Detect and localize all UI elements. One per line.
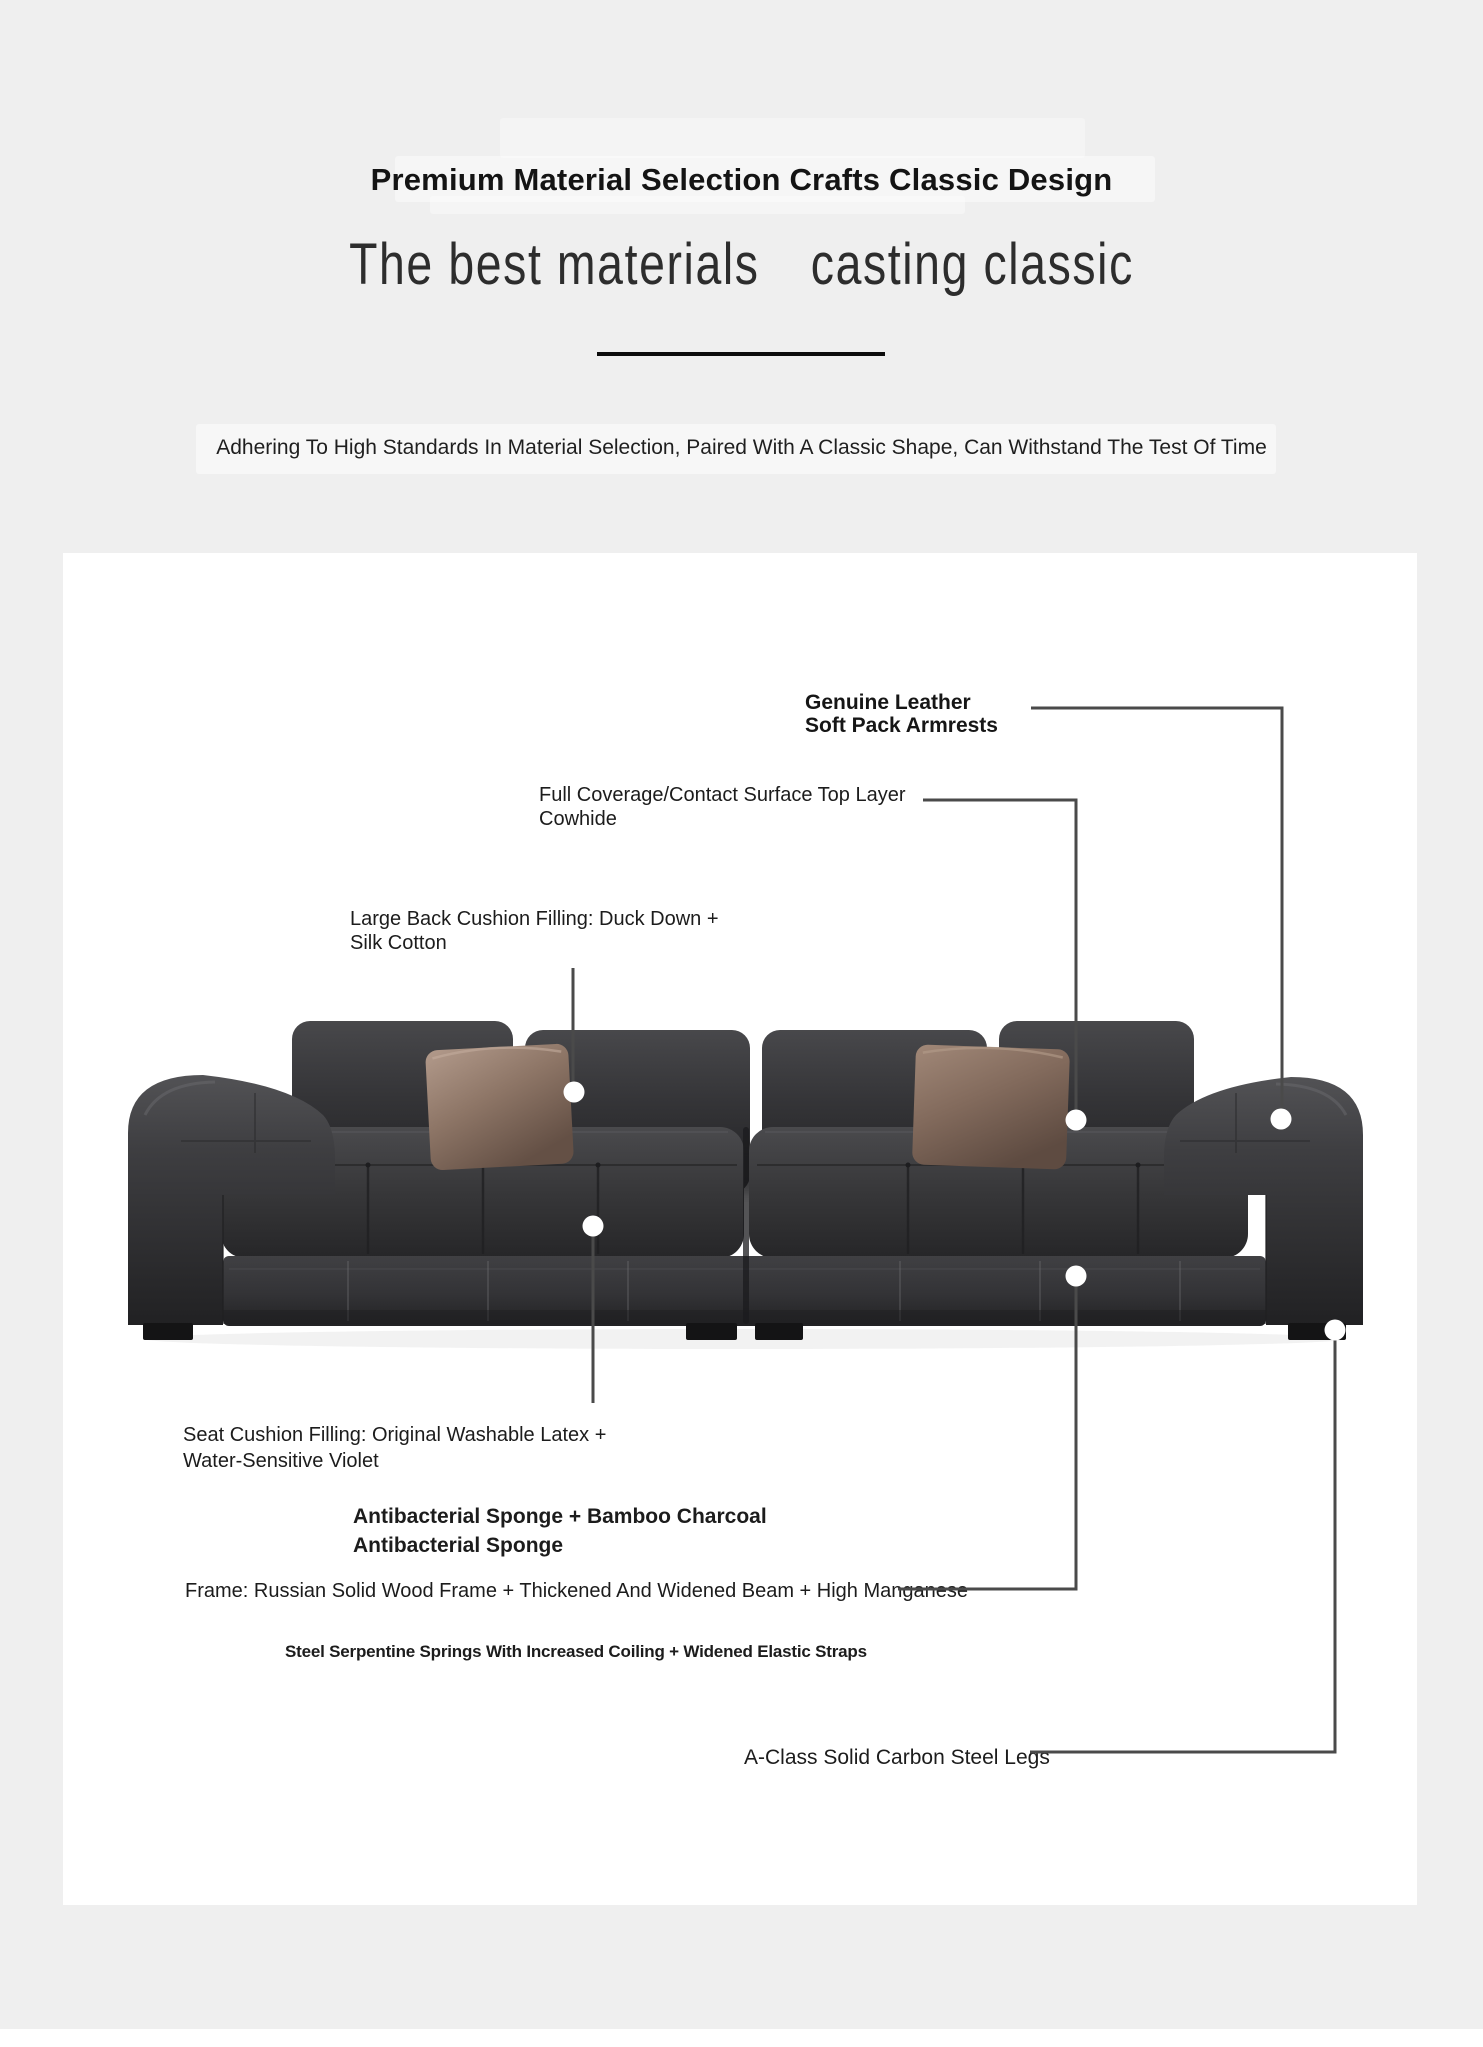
callout-label-line: Genuine Leather	[805, 691, 971, 714]
sofa-annotation-graphic	[63, 553, 1417, 1905]
page-title: Premium Material Selection Crafts Classic Design	[370, 162, 1113, 197]
back-cushion-3	[762, 1030, 987, 1193]
sofa-leg	[755, 1323, 803, 1340]
throw-pillow-1	[425, 1043, 574, 1170]
callout-dot-legs	[1325, 1320, 1346, 1341]
throw-pillow-2	[912, 1044, 1070, 1169]
sofa-armrests	[128, 1075, 1363, 1325]
callout-label-line: Seat Cushion Filling: Original Washable Latex +	[183, 1424, 607, 1446]
callout-label-line: Cowhide	[539, 808, 617, 830]
callout-line-cowhide	[923, 800, 1076, 1120]
back-cushion-4	[999, 1021, 1194, 1193]
sofa-back-cushions	[273, 1021, 1213, 1193]
callout-label-back-cushion	[350, 907, 719, 955]
callout-dot-back-cushion	[564, 1082, 585, 1103]
callout-line-legs	[1030, 1330, 1335, 1752]
tagline	[148, 230, 1334, 300]
callout-dot-frame	[1066, 1266, 1087, 1287]
tagline-left: The best materials	[349, 232, 760, 297]
callout-dot-armrest	[1271, 1109, 1292, 1130]
back-cushion-1	[292, 1021, 513, 1193]
sofa-base	[223, 1127, 1266, 1326]
callout-label-sponge	[353, 1502, 767, 1560]
callout-line-frame	[898, 1276, 1076, 1589]
sofa-legs	[143, 1323, 1346, 1340]
armrest-right	[1164, 1077, 1363, 1325]
callout-label-line: Large Back Cushion Filling: Duck Down +	[350, 908, 719, 930]
tagline-right: casting classic	[810, 232, 1134, 297]
callout-label-line: Antibacterial Sponge + Bamboo Charcoal	[353, 1505, 767, 1528]
callout-label-line: Antibacterial Sponge	[353, 1534, 564, 1557]
bottom-strip	[0, 2029, 1483, 2047]
callout-label-armrest	[805, 691, 998, 737]
callout-label-legs: A-Class Solid Carbon Steel Legs	[744, 1746, 1050, 1769]
callout-dot-seat-cushion	[583, 1216, 604, 1237]
callout-dot-cowhide	[1066, 1110, 1087, 1131]
seat-left	[221, 1127, 744, 1258]
callout-label-frame: Frame: Russian Solid Wood Frame + Thickened And Widened Beam + High Manganese	[185, 1580, 969, 1602]
seat-split-shadow	[743, 1127, 749, 1324]
seat-right	[749, 1127, 1248, 1258]
sofa-leg	[1288, 1323, 1346, 1340]
back-cushion-2	[525, 1030, 750, 1193]
sofa-seats	[221, 1127, 1248, 1258]
callout-label-line: Water-Sensitive Violet	[183, 1450, 379, 1472]
callout-label-line: Silk Cotton	[350, 932, 447, 954]
callout-label-line: Soft Pack Armrests	[805, 714, 998, 737]
floor-shadow	[145, 1329, 1345, 1349]
callout-label-seat-cushion	[183, 1422, 606, 1474]
title-divider	[597, 352, 885, 356]
callout-label-line: Full Coverage/Contact Surface Top Layer	[539, 784, 906, 806]
callout-label-springs: Steel Serpentine Springs With Increased Coiling + Widened Elastic Straps	[285, 1642, 867, 1661]
armrest-left	[128, 1075, 335, 1325]
product-card	[63, 553, 1417, 1905]
sofa-leg	[143, 1323, 193, 1340]
sofa-leg	[686, 1323, 737, 1340]
callout-line-armrest	[1031, 708, 1282, 1119]
callout-label-cowhide	[539, 783, 906, 831]
page-subtitle: Adhering To High Standards In Material Selection, Paired With A Classic Shape, Can Withstand The Test Of Time	[216, 436, 1267, 459]
ghost-text-band	[500, 118, 1085, 158]
